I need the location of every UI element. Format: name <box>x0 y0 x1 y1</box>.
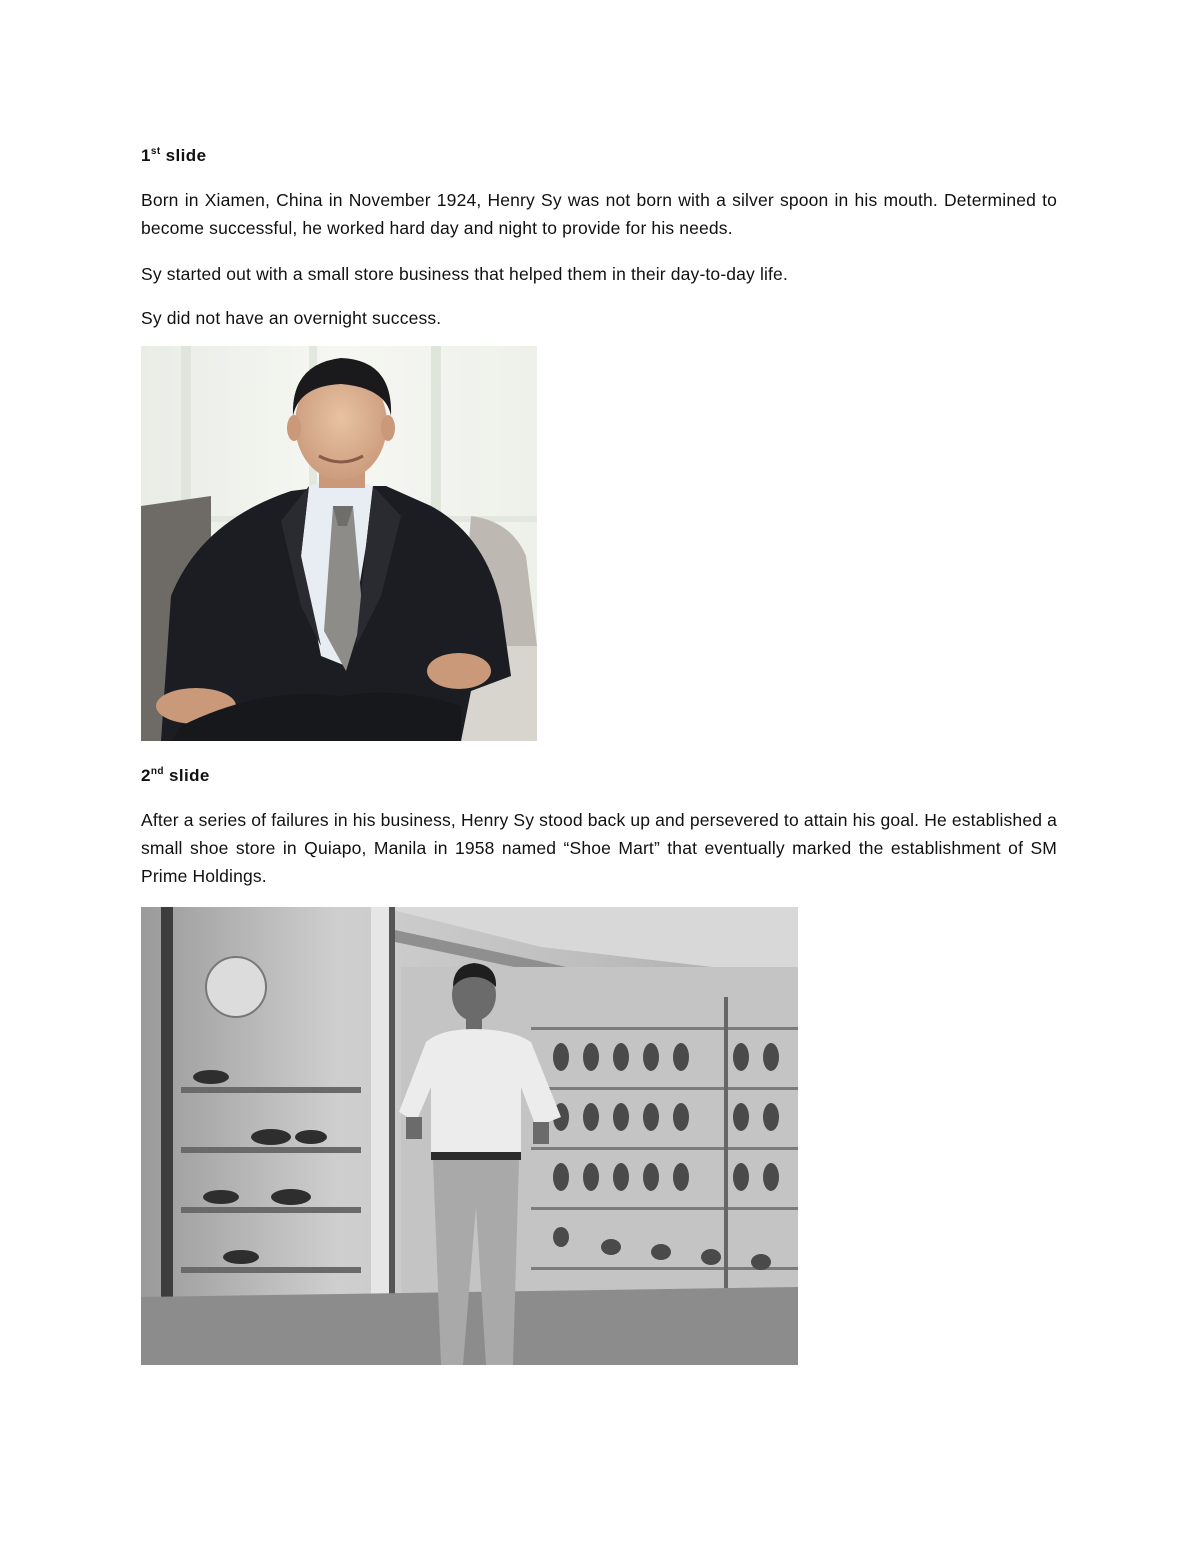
shoe-mart-store-photo <box>141 907 798 1365</box>
slide1-heading <box>141 146 206 166</box>
slide2-heading-word: slide <box>163 766 210 785</box>
slide1-heading-ordinal: st <box>150 146 161 157</box>
slide1-paragraph-1: Born in Xiamen, China in November 1924, Henry Sy was not born with a silver spoon in his mouth. Determined to become successful, he worked hard day and night to provide for his needs. <box>141 190 1057 238</box>
slide2-heading <box>141 766 210 786</box>
slide1-paragraph-2: Sy started out with a small store business that helped them in their day-to-day life. <box>141 264 788 284</box>
henry-sy-portrait-photo <box>141 346 537 741</box>
slide1-heading-number: 1 <box>141 146 151 165</box>
slide2-paragraph-1: After a series of failures in his business, Henry Sy stood back up and persevered to attain his goal. He established a small shoe store in Quiapo, Manila in 1958 named “Shoe Mart” that eventually marked the establishment of SM Prime Holdings. <box>141 810 1057 886</box>
slide1-paragraph-3: Sy did not have an overnight success. <box>141 308 442 328</box>
slide2-heading-ordinal: nd <box>150 766 164 777</box>
slide2-heading-number: 2 <box>141 766 151 785</box>
slide1-heading-word: slide <box>160 146 207 165</box>
